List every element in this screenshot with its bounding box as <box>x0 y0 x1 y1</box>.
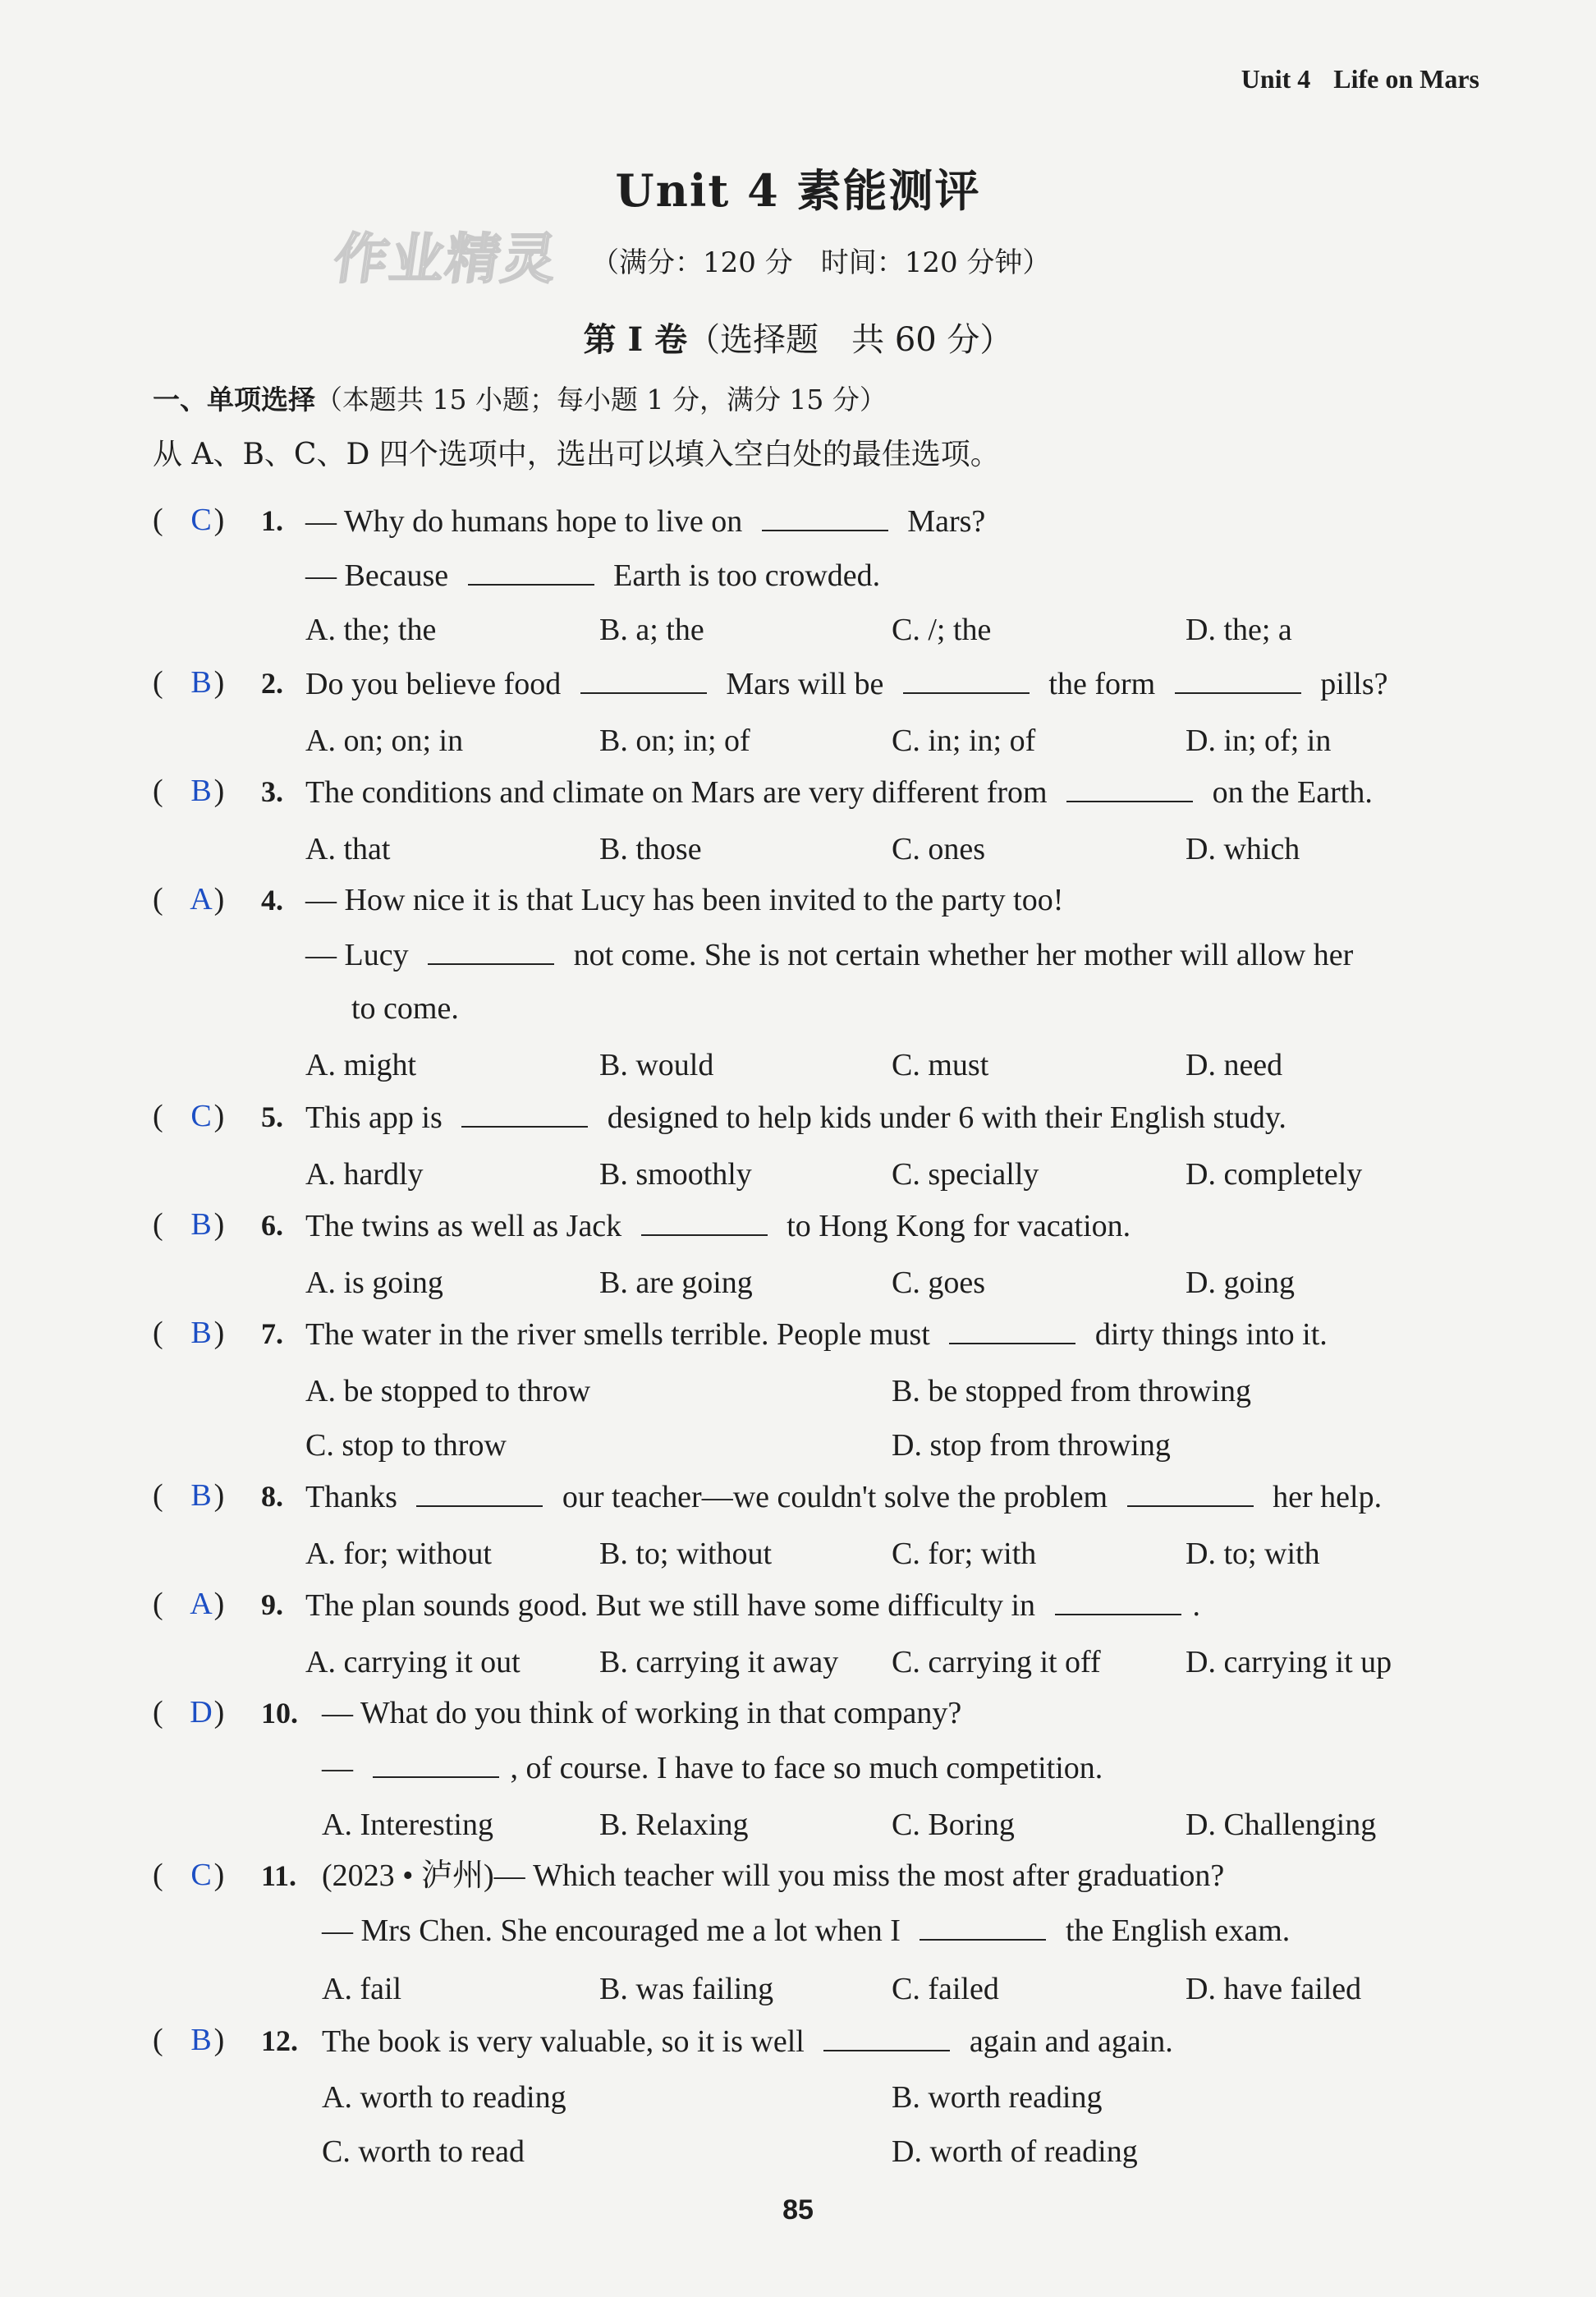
option-d: D. carrying it up <box>1186 1645 1392 1679</box>
answer-blank <box>823 2025 950 2051</box>
section-title-rest: （选择题 共 60 分） <box>687 321 1013 359</box>
option-d: D. completely <box>1186 1157 1363 1192</box>
stem-text: This app is <box>305 1100 451 1135</box>
question-stem-line <box>322 1860 1224 1891</box>
option-c: C. Boring <box>892 1808 1015 1842</box>
option-d: D. the; a <box>1186 613 1292 647</box>
answer-letter: B <box>190 1207 212 1242</box>
option-b: B. would <box>599 1048 714 1082</box>
stem-text: The book is very valuable, so it is well <box>322 2024 813 2059</box>
answer-bracket: ( ) <box>153 882 225 917</box>
question-number: 12. <box>261 2024 298 2057</box>
option-b: B. was failing <box>599 1972 774 2006</box>
question-stem-line <box>305 776 1373 808</box>
stem-text: — Mrs Chen. She encouraged me a lot when I <box>322 1913 909 1948</box>
answer-blank <box>461 1101 588 1128</box>
option-c: C. failed <box>892 1972 999 2006</box>
part-heading <box>153 379 887 417</box>
option-d: D. going <box>1186 1266 1295 1300</box>
answer-bracket: ( ) <box>153 1099 225 1133</box>
answer-letter: A <box>190 882 213 917</box>
option-d: D. worth of reading <box>892 2134 1138 2169</box>
question-stem-line <box>305 939 1353 971</box>
stem-text: to come. <box>351 991 459 1026</box>
stem-text: not come. She is not certain whether her mother will allow her <box>566 938 1354 972</box>
option-c: C. for; with <box>892 1537 1037 1571</box>
option-c: C. /; the <box>892 613 992 647</box>
question-number: 6. <box>261 1209 283 1242</box>
option-a: A. Interesting <box>322 1808 493 1842</box>
question-stem-line <box>305 559 880 591</box>
stem-text: Do you believe food <box>305 667 569 701</box>
option-a: A. on; on; in <box>305 724 464 758</box>
answer-blank <box>641 1210 768 1236</box>
option-b: B. those <box>599 832 702 866</box>
stem-text: The twins as well as Jack <box>305 1209 630 1243</box>
question-stem-line <box>305 1210 1130 1242</box>
question-stem-line <box>305 668 1388 700</box>
answer-blank <box>1175 668 1301 694</box>
question-stem-line <box>322 1697 961 1729</box>
option-b: B. worth reading <box>892 2080 1103 2115</box>
answer-bracket: ( ) <box>153 1478 225 1513</box>
answer-blank <box>428 939 554 965</box>
question-number: 4. <box>261 884 283 917</box>
stem-text: again and again. <box>961 2024 1173 2059</box>
page-title: Unit 4 素能测评 <box>615 164 981 217</box>
option-d: D. to; with <box>1186 1537 1320 1571</box>
answer-bracket: ( ) <box>153 503 225 537</box>
stem-text: — Because <box>305 558 456 593</box>
stem-text: dirty things into it. <box>1087 1317 1328 1352</box>
watermark-logo: 作业精灵 <box>329 227 562 291</box>
answer-letter: B <box>190 1478 212 1513</box>
option-c: C. stop to throw <box>305 1428 507 1463</box>
option-b: B. on; in; of <box>599 724 750 758</box>
stem-text: the form <box>1040 667 1163 701</box>
answer-letter: C <box>190 1858 212 1892</box>
question-number: 3. <box>261 775 283 808</box>
stem-text: to Hong Kong for vacation. <box>778 1209 1131 1243</box>
answer-blank <box>416 1481 543 1507</box>
question-stem-line <box>305 884 1063 916</box>
stem-text: on the Earth. <box>1204 775 1373 810</box>
option-b: B. carrying it away <box>599 1645 839 1679</box>
stem-text: — <box>322 1751 361 1785</box>
stem-text: The conditions and climate on Mars are very different from <box>305 775 1056 810</box>
question-stem-line <box>322 1752 1103 1784</box>
answer-bracket: ( ) <box>153 1858 225 1892</box>
option-b: B. are going <box>599 1266 753 1300</box>
stem-text: (2023 • 泸州)— Which teacher will you miss the most after graduation? <box>322 1858 1225 1893</box>
question-stem-line <box>322 1914 1290 1946</box>
stem-text: — Why do humans hope to live on <box>305 504 750 539</box>
answer-bracket: ( ) <box>153 665 225 700</box>
instruction: 从 A、B、C、D 四个选项中，选出可以填入空白处的最佳选项。 <box>153 438 1000 471</box>
header-unit: Unit 4 <box>1241 64 1311 94</box>
option-d: D. stop from throwing <box>892 1428 1171 1463</box>
question-stem-line <box>305 1101 1286 1133</box>
option-d: D. Challenging <box>1186 1808 1377 1842</box>
answer-bracket: ( ) <box>153 1587 225 1621</box>
option-a: A. worth to reading <box>322 2080 566 2115</box>
section-title-bold: 第 Ⅰ 卷 <box>583 320 688 359</box>
answer-letter: B <box>190 665 212 700</box>
page-number: 85 <box>782 2194 814 2226</box>
option-a: A. be stopped to throw <box>305 1374 591 1408</box>
stem-text: — How nice it is that Lucy has been invited to the party too! <box>305 883 1064 917</box>
question-number: 11. <box>261 1859 297 1892</box>
answer-blank <box>373 1752 499 1778</box>
answer-blank <box>580 668 707 694</box>
answer-bracket: ( ) <box>153 774 225 808</box>
option-d: D. need <box>1186 1048 1283 1082</box>
answer-blank <box>1055 1589 1181 1615</box>
answer-bracket: ( ) <box>153 1695 225 1730</box>
answer-letter: B <box>190 1316 212 1350</box>
stem-text: , of course. I have to face so much competition. <box>510 1751 1103 1785</box>
answer-letter: A <box>190 1587 213 1621</box>
stem-text: Earth is too crowded. <box>605 558 881 593</box>
question-number: 5. <box>261 1100 283 1133</box>
answer-blank <box>1127 1481 1254 1507</box>
question-stem-line <box>351 993 459 1024</box>
answer-letter: C <box>190 503 212 537</box>
answer-blank <box>949 1318 1075 1344</box>
option-d: D. in; of; in <box>1186 724 1332 758</box>
option-a: A. hardly <box>305 1157 424 1192</box>
stem-text: Mars? <box>899 504 986 539</box>
answer-bracket: ( ) <box>153 1316 225 1350</box>
answer-blank <box>1066 776 1193 802</box>
question-number: 2. <box>261 667 283 700</box>
option-a: A. carrying it out <box>305 1645 521 1679</box>
stem-text: — Lucy <box>305 938 417 972</box>
question-stem-line <box>305 1318 1328 1350</box>
option-b: B. smoothly <box>599 1157 752 1192</box>
option-a: A. that <box>305 832 391 866</box>
option-a: A. might <box>305 1048 417 1082</box>
option-c: C. must <box>892 1048 989 1082</box>
score-time-info: （满分：120 分 时间：120 分钟） <box>591 246 1051 279</box>
option-c: C. goes <box>892 1266 985 1300</box>
option-c: C. in; in; of <box>892 724 1036 758</box>
answer-bracket: ( ) <box>153 2023 225 2057</box>
stem-text: Thanks <box>305 1480 406 1514</box>
stem-text: The water in the river smells terrible. People must <box>305 1317 938 1352</box>
running-header <box>1218 64 1479 94</box>
option-b: B. to; without <box>599 1537 773 1571</box>
option-a: A. is going <box>305 1266 443 1300</box>
question-number: 1. <box>261 504 283 537</box>
answer-letter: B <box>190 2023 212 2057</box>
option-c: C. worth to read <box>322 2134 525 2169</box>
answer-blank <box>920 1914 1046 1941</box>
stem-text: pills? <box>1312 667 1388 701</box>
stem-text: our teacher—we couldn't solve the problem <box>554 1480 1116 1514</box>
option-d: D. have failed <box>1186 1972 1362 2006</box>
stem-text: Mars will be <box>718 667 892 701</box>
stem-text: her help. <box>1264 1480 1383 1514</box>
answer-letter: B <box>190 774 212 808</box>
option-c: C. carrying it off <box>892 1645 1101 1679</box>
answer-blank <box>903 668 1030 694</box>
option-c: C. ones <box>892 832 985 866</box>
option-a: A. the; the <box>305 613 437 647</box>
stem-text: . <box>1192 1588 1201 1623</box>
question-stem-line <box>305 505 985 537</box>
section-title <box>0 314 1596 361</box>
option-a: A. for; without <box>305 1537 492 1571</box>
stem-text: The plan sounds good. But we still have some difficulty in <box>305 1588 1043 1623</box>
question-number: 8. <box>261 1480 283 1513</box>
option-a: A. fail <box>322 1972 402 2006</box>
option-d: D. which <box>1186 832 1300 866</box>
stem-text: — What do you think of working in that company? <box>322 1696 962 1730</box>
question-number: 10. <box>261 1697 298 1730</box>
stem-text: designed to help kids under 6 with their English study. <box>599 1100 1286 1135</box>
answer-letter: C <box>190 1099 212 1133</box>
option-b: B. a; the <box>599 613 704 647</box>
answer-letter: D <box>190 1695 213 1730</box>
part-label: 一、单项选择 <box>153 384 315 416</box>
question-number: 7. <box>261 1317 283 1350</box>
question-stem-line <box>305 1481 1382 1513</box>
answer-blank <box>468 559 594 586</box>
question-stem-line <box>322 2025 1173 2057</box>
option-c: C. specially <box>892 1157 1039 1192</box>
question-stem-line <box>305 1589 1200 1621</box>
part-note: （本题共 15 小题；每小题 1 分，满分 15 分） <box>315 384 887 416</box>
option-b: B. Relaxing <box>599 1808 749 1842</box>
question-number: 9. <box>261 1588 283 1621</box>
answer-bracket: ( ) <box>153 1207 225 1242</box>
answer-blank <box>762 505 888 531</box>
stem-text: the English exam. <box>1057 1913 1291 1948</box>
option-b: B. be stopped from throwing <box>892 1374 1252 1408</box>
header-topic: Life on Mars <box>1333 64 1479 94</box>
